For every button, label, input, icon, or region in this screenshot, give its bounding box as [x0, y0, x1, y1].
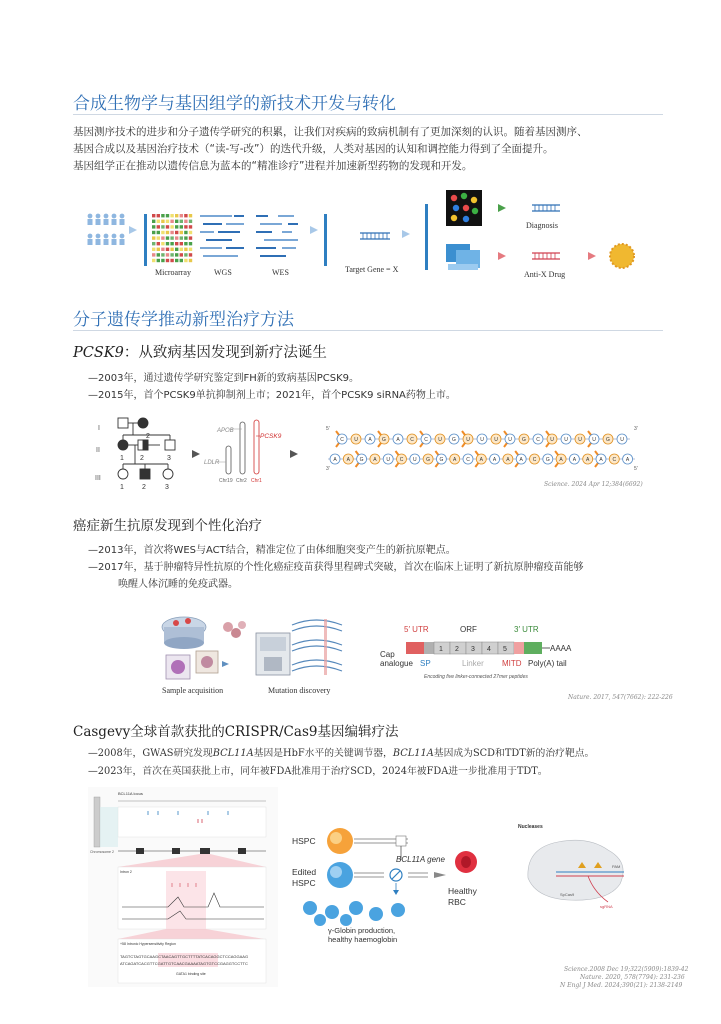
- nucleases-label: Nucleases: [518, 824, 543, 830]
- nucleotide-label: A: [519, 457, 523, 463]
- section-title-synbio: 合成生物学与基因组学的新技术开发与转化: [73, 94, 396, 114]
- casgevy-bullet-2023: —2023年，首次在英国获批上市，同年被FDA批准用于治疗SCD，2024年被FDA进一步批准用于TDT。: [88, 766, 548, 777]
- svg-text:3′: 3′: [634, 426, 638, 432]
- mrna-vaccine-construct: [378, 622, 578, 688]
- sp-label: SP: [420, 659, 431, 668]
- intro-line: 基因合成以及基因治疗技术（“读-写-改”）的迭代升级，人类对基因的认知和调控能力得到了全面提升。: [73, 143, 554, 155]
- svg-text:1: 1: [120, 484, 124, 491]
- pcsk9-gene-label: PCSK9: [260, 433, 282, 440]
- gen-label: I: [98, 425, 100, 432]
- cell-clusters-icon: [223, 621, 246, 638]
- gen-label: III: [95, 475, 101, 482]
- arrow-icon: [402, 230, 410, 238]
- svg-text:5: 5: [503, 646, 507, 653]
- nucleotide-label: A: [586, 457, 590, 463]
- nucleotide-label: G: [522, 437, 526, 443]
- nucleotide-label: U: [466, 437, 470, 443]
- nucleotide-label: U: [550, 437, 554, 443]
- wes-label: WES: [272, 268, 289, 277]
- svg-text:2: 2: [455, 646, 459, 653]
- section-divider: [73, 330, 663, 331]
- bcl11a-locus-figure: [88, 787, 278, 987]
- pcsk9-heading: [73, 341, 327, 362]
- pcsk9-bullet: —2015年，首个PCSK9单抗抑制剂上市；2021年，首个PCSK9 siRNA药物上市。: [88, 390, 456, 401]
- casgevy-citation: N Engl J Med. 2024;390(21): 2138-2149: [560, 982, 683, 989]
- casgevy-heading: Casgevy全球首款获批的CRISPR/Cas9基因编辑疗法: [73, 724, 399, 740]
- svg-text:3: 3: [165, 484, 169, 491]
- nucleotide-label: C: [410, 437, 414, 443]
- arrow-icon: [222, 661, 229, 667]
- section-divider: [73, 114, 663, 115]
- sgrna-label: sgRNA: [600, 904, 613, 909]
- nucleotide-label: U: [620, 437, 624, 443]
- target-gene-label: Target Gene = X: [345, 265, 399, 274]
- cas9-protein-icon: [528, 840, 623, 900]
- nucleotide-label: A: [346, 457, 350, 463]
- drug-design-icon: [446, 244, 480, 270]
- nucleotide-label: A: [492, 457, 497, 463]
- intro-line: 基因测序技术的进步和分子遗传学研究的积累，让我们对疾病的致病机制有了更加深刻的认识。随着基因测序、: [73, 126, 588, 138]
- nucleotide-label: A: [506, 457, 510, 463]
- gen-label: II: [96, 447, 100, 454]
- sequence-top: TAGTCTAGTGCAAGCTAACAGTTGCTTTTATCACAGGCTCCAGGAAG: [120, 954, 249, 959]
- nucleotide-label: U: [508, 437, 512, 443]
- anti-x-drug-label: Anti-X Drug: [524, 270, 566, 279]
- microarray-icon: [152, 214, 192, 262]
- target-gene-icon: [360, 233, 390, 239]
- nucleotide-label: A: [368, 437, 372, 443]
- nucleotide-label: U: [494, 437, 498, 443]
- svg-text:2: 2: [140, 455, 144, 462]
- nucleotide-label: A: [453, 457, 457, 463]
- svg-text:1: 1: [439, 646, 443, 653]
- gene-name: BCL11A: [212, 748, 254, 759]
- nucleotide-label: A: [599, 457, 603, 463]
- sequencer-icon: [256, 633, 290, 675]
- chr2-label: Chr2: [236, 478, 247, 484]
- region-label: +58 Intronic Hypersensitivity Region: [120, 942, 176, 946]
- nucleotide-label: A: [373, 457, 377, 463]
- cas9-nuclease-figure: [508, 818, 648, 918]
- pcsk9-bullet: —2003年，通过遗传学研究鉴定到FH新的致病基因PCSK9。: [88, 373, 360, 384]
- nucleotide-label: G: [439, 457, 444, 463]
- encoding-note: Encoding five linker-connected 27mer peptides: [424, 674, 528, 680]
- nucleotide-label: C: [466, 457, 470, 463]
- arrow-icon: [129, 226, 137, 234]
- sequence-bottom: ATCAGATCACGTTCGATTGTCAACGAAAATAGTGTCCGAGGTCCTTC: [120, 961, 248, 966]
- utr5-label: 5′ UTR: [404, 625, 429, 634]
- ldlr-label: LDLR: [204, 460, 220, 466]
- chromosome-label: Chromosome 2: [90, 850, 114, 854]
- divider-bar: [425, 204, 428, 270]
- nucleotide-label: U: [592, 437, 596, 443]
- analogue-label: analogue: [380, 659, 413, 668]
- nucleotide-label: A: [396, 437, 400, 443]
- wgs-reads-icon: [200, 216, 244, 256]
- svg-text:5′: 5′: [634, 466, 638, 472]
- svg-text:3: 3: [471, 646, 475, 653]
- petri-dish-icon: [166, 651, 218, 679]
- nucleotide-label: C: [532, 457, 537, 463]
- nucleotide-label: U: [354, 437, 358, 443]
- hspc-label: HSPC: [292, 836, 316, 846]
- nucleotide-label: G: [359, 457, 364, 463]
- arrow-icon: [434, 872, 446, 878]
- nucleotide-label: U: [412, 457, 417, 463]
- nucleotide-label: G: [382, 437, 386, 443]
- cancer-bullet: 唤醒人体沉睡的免疫武器。: [118, 579, 238, 590]
- arrow-red-icon: [588, 252, 596, 260]
- pedigree-chart: [95, 418, 175, 491]
- anti-x-gene-icon: [532, 253, 560, 259]
- intro-paragraph: [73, 124, 673, 175]
- gene-editing-mechanism: [288, 822, 488, 944]
- nucleotide-label: A: [479, 457, 483, 463]
- casgevy-bullet-2008: —2008年，GWAS研究发现BCL11A基因是HbF水平的关键调节器，BCL11A基因成为SCD和TDT新的治疗靶点。: [88, 748, 595, 759]
- mitd-label: MITD: [502, 659, 522, 668]
- locus-label: BCL11A locus: [118, 791, 143, 796]
- apob-label: APOB: [217, 428, 234, 434]
- nucleotide-label: U: [480, 437, 484, 443]
- intron-label: Intron 2: [120, 870, 132, 874]
- nucleotide-label: C: [612, 457, 617, 463]
- polya-label: Poly(A) tail: [528, 659, 567, 668]
- nucleotide-label: G: [426, 457, 431, 463]
- cas9-label: SpCas9: [560, 892, 575, 897]
- nucleotide-label: U: [564, 437, 568, 443]
- chromosome-diagram: [204, 420, 282, 484]
- nucleotide-label: G: [606, 437, 610, 443]
- polya-aaaa: AAAA: [550, 644, 572, 653]
- nucleotide-label: A: [625, 457, 630, 463]
- mutation-discovery-label: Mutation discovery: [268, 686, 331, 695]
- dna-strands-icon: [292, 619, 342, 675]
- nucleotide-label: C: [399, 457, 404, 463]
- nucleotide-label: G: [545, 457, 550, 463]
- divider-bar: [324, 214, 327, 266]
- svg-text:1: 1: [120, 455, 124, 462]
- divider-bar: [144, 214, 147, 266]
- diagnosis-label: Diagnosis: [526, 221, 558, 230]
- svg-text:2: 2: [146, 433, 150, 440]
- cancer-bullet: —2013年，首次将WES与ACT结合，精准定位了由体细胞突变产生的新抗原靶点。: [88, 545, 456, 556]
- nucleotide-label: A: [333, 457, 337, 463]
- nucleotide-label: C: [424, 437, 428, 443]
- arrow-icon: [192, 450, 200, 458]
- gata-label: GATA1 binding site: [176, 972, 206, 976]
- wgs-label: WGS: [214, 268, 232, 277]
- sequencing-chip-icon: [446, 190, 482, 226]
- arrow-red-icon: [498, 252, 506, 260]
- nucleotide-label: C: [340, 437, 344, 443]
- cap-label: Cap: [380, 650, 395, 659]
- cancer-heading: 癌症新生抗原发现到个性化治疗: [73, 518, 262, 534]
- globin-label-1: γ-Globin production,: [328, 926, 396, 935]
- svg-text:3: 3: [167, 455, 171, 462]
- orf-label: ORF: [460, 625, 477, 634]
- svg-text:4: 4: [487, 646, 491, 653]
- pcsk9-heading-gene: PCSK9: [73, 345, 124, 361]
- rbc-label: RBC: [448, 897, 466, 907]
- centrifuge-icon: [162, 617, 206, 649]
- svg-text:5′: 5′: [326, 426, 330, 432]
- casgevy-citation: Science.2008 Dec 19;322(5909):1839-42: [564, 966, 689, 973]
- casgevy-citation: Nature. 2020, 578(7794): 231-236: [580, 974, 685, 981]
- utr3-box: [524, 642, 542, 654]
- section-title-molgen: 分子遗传学推动新型治疗方法: [73, 310, 294, 330]
- nucleotide-label: C: [536, 437, 540, 443]
- pcsk9-citation: Science. 2024 Apr 12;384(6692): [544, 481, 643, 488]
- nucleotide-label: A: [572, 457, 577, 463]
- cancer-bullet: —2017年，基于肿瘤特异性抗原的个性化癌症疫苗获得里程碑式突破，首次在临床上证明了新抗原肿瘤疫苗能够: [88, 562, 584, 573]
- cancer-citation: Nature. 2017, 547(7662): 222-226: [568, 694, 673, 701]
- edited-hspc-label: HSPC: [292, 878, 316, 888]
- rbc-cluster-icon: [303, 901, 405, 926]
- utr5-box: [406, 642, 424, 654]
- utr3-label: 3′ UTR: [514, 625, 539, 634]
- pcsk9-heading-rest: ：从致病基因发现到新疗法诞生: [123, 345, 327, 361]
- nucleotide-label: U: [386, 457, 391, 463]
- chr19-label: Chr19: [219, 478, 233, 484]
- gene-label: BCL11A gene: [396, 855, 445, 864]
- linker-label: Linker: [462, 659, 484, 668]
- population-icon: [88, 214, 125, 245]
- sample-acquisition-label: Sample acquisition: [162, 686, 224, 695]
- arrow-icon: [290, 450, 298, 458]
- microarray-label: Microarray: [155, 268, 191, 277]
- svg-text:3′: 3′: [326, 466, 330, 472]
- arrow-green-icon: [498, 204, 506, 212]
- nucleotide-label: G: [452, 437, 456, 443]
- wes-reads-icon: [256, 216, 298, 256]
- chr1-label: Chr1: [251, 478, 262, 484]
- pam-label: PAM: [612, 864, 621, 869]
- particle-icon: [610, 244, 634, 268]
- diagnosis-gene-icon: [532, 205, 560, 211]
- gene-name: BCL11A: [392, 748, 434, 759]
- arrow-icon: [310, 226, 318, 234]
- edited-label: Edited: [292, 867, 317, 877]
- healthy-label: Healthy: [448, 886, 477, 896]
- nucleotide-label: A: [559, 457, 563, 463]
- neoantigen-workflow-figure: [156, 605, 346, 687]
- intro-line: 基因组学正在推动以遗传信息为蓝本的“精准诊疗”进程并加速新型药物的发现和开发。: [73, 160, 473, 172]
- svg-text:2: 2: [142, 484, 146, 491]
- nucleotide-label: U: [438, 437, 442, 443]
- globin-label-2: healthy haemoglobin: [328, 935, 398, 944]
- nucleotide-label: U: [578, 437, 582, 443]
- sirna-duplex-diagram: [326, 426, 638, 472]
